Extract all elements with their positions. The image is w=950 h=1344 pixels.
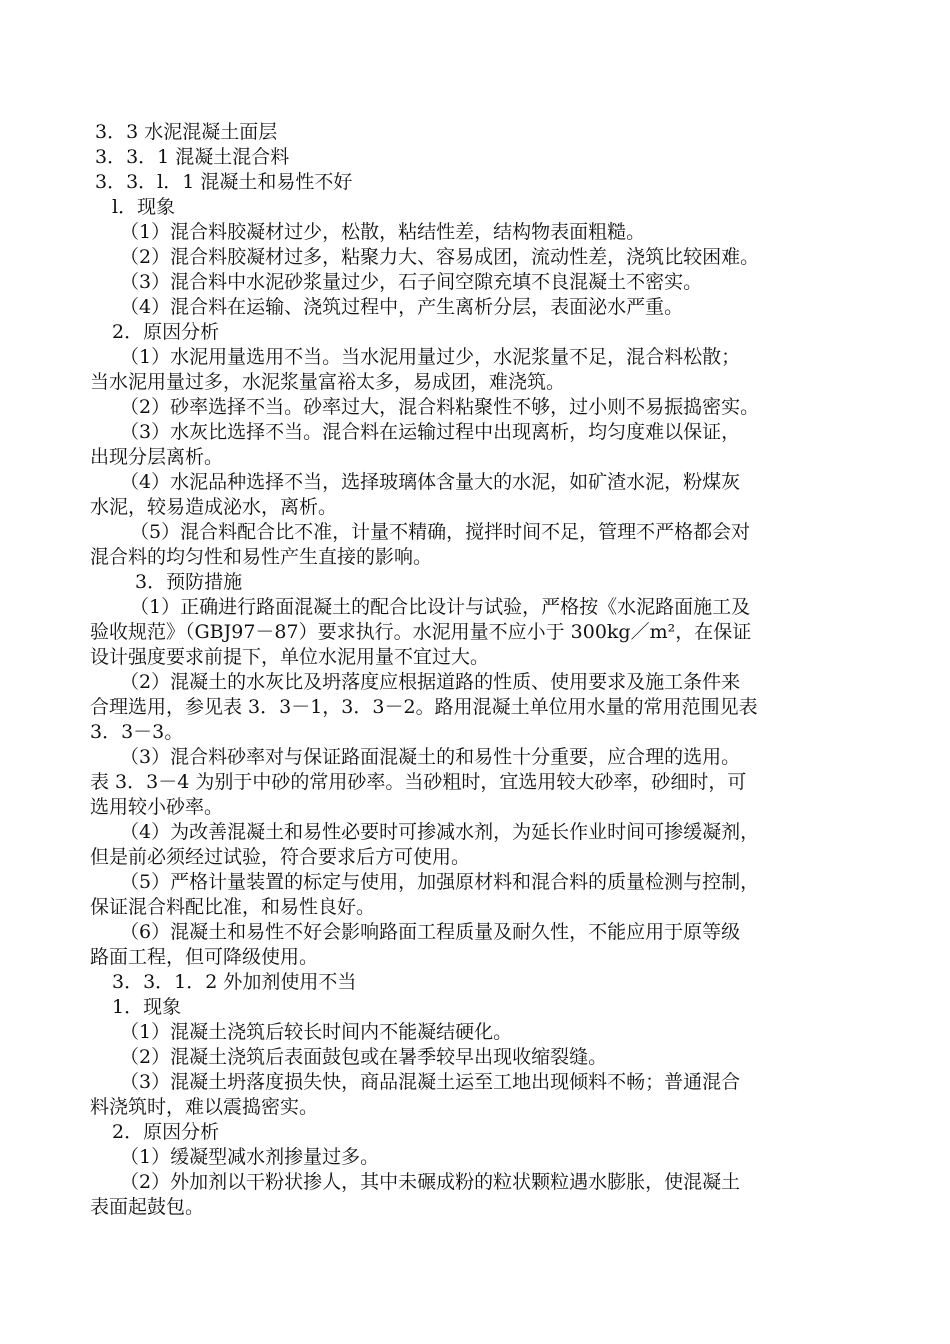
text-line: 2．原因分析	[112, 321, 220, 343]
text-line: l．现象	[112, 196, 176, 218]
text-line: （3）水灰比选择不当。混合料在运输过程中出现离析，均匀度难以保证，	[120, 421, 741, 443]
text-line: （3）混合料砂率对与保证路面混凝土的和易性十分重要，应合理的选用。	[120, 746, 741, 768]
text-line: （6）混凝土和易性不好会影响路面工程质量及耐久性，不能应用于原等级	[120, 921, 741, 943]
text-line: （2）混凝土浇筑后表面鼓包或在暑季较早出现收缩裂缝。	[120, 1046, 608, 1068]
text-line: 水泥，较易造成泌水，离析。	[90, 496, 338, 518]
text-line: 但是前必须经过试验，符合要求后方可使用。	[90, 846, 471, 868]
text-line: （4）为改善混凝土和易性必要时可掺减水剂，为延长作业时间可掺缓凝剂，	[120, 821, 760, 843]
text-line: 1．现象	[112, 996, 182, 1018]
text-line: 3．3．1．2 外加剂使用不当	[112, 971, 357, 993]
text-line: （1）水泥用量选用不当。当水泥用量过少，水泥浆量不足，混合料松散；	[120, 346, 741, 368]
text-line: （2）外加剂以干粉状掺人，其中未碾成粉的粒状颗粒遇水膨胀，使混凝土	[120, 1171, 741, 1193]
document-body	[90, 120, 860, 1220]
text-line: （3）混凝土坍落度损失快，商品混凝土运至工地出现倾料不畅；普通混合	[120, 1071, 741, 1093]
text-line: （1）正确进行路面混凝土的配合比设计与试验，严格按《水泥路面施工及	[130, 596, 751, 618]
text-line: （4）混合料在运输、浇筑过程中，产生离析分层，表面泌水严重。	[120, 296, 684, 318]
text-line: 3．3．1 混凝土混合料	[95, 146, 290, 168]
text-line: 混合料的均匀性和易性产生直接的影响。	[90, 546, 433, 568]
text-line: 出现分层离析。	[90, 446, 224, 468]
text-line: 2．原因分析	[112, 1121, 220, 1143]
text-line: （2）混合料胶凝材过多，粘聚力大、容易成团，流动性差，浇筑比较困难。	[120, 246, 760, 268]
text-line: （1）缓凝型减水剂掺量过多。	[120, 1146, 380, 1168]
text-line: 选用较小砂率。	[90, 796, 224, 818]
text-line: 3．3．l．1 混凝土和易性不好	[95, 171, 353, 193]
text-line: 3．预防措施	[135, 571, 243, 593]
text-line: 3．3－3。	[90, 721, 184, 743]
text-line: （2）混凝土的水灰比及坍落度应根据道路的性质、使用要求及施工条件来	[120, 671, 741, 693]
text-line: 合理选用，参见表 3．3－1，3．3－2。路用混凝土单位用水量的常用范围见表	[90, 696, 758, 718]
text-line: （4）水泥品种选择不当，选择玻璃体含量大的水泥，如矿渣水泥，粉煤灰	[120, 471, 741, 493]
text-line: （1）混合料胶凝材过少，松散，粘结性差，结构物表面粗糙。	[120, 221, 646, 243]
text-line: （5）混合料配合比不准，计量不精确，搅拌时间不足，管理不严格都会对	[130, 521, 751, 543]
text-line: 验收规范》（GBJ97－87）要求执行。水泥用量不应小于 300kg／m²，在保证	[90, 621, 752, 643]
text-line: 当水泥用量过多，水泥浆量富裕太多，易成团，难浇筑。	[90, 371, 566, 393]
text-line: 3．3 水泥混凝土面层	[95, 121, 278, 143]
text-line: 保证混合料配比准，和易性良好。	[90, 896, 376, 918]
text-line: 路面工程，但可降级使用。	[90, 946, 319, 968]
text-line: （5）严格计量装置的标定与使用，加强原材料和混合料的质量检测与控制，	[120, 871, 760, 893]
text-line: 表 3．3－4 为别于中砂的常用砂率。当砂粗时，宜选用较大砂率，砂细时，可	[90, 771, 747, 793]
text-line: （1）混凝土浇筑后较长时间内不能凝结硬化。	[120, 1021, 513, 1043]
text-line: （3）混合料中水泥砂浆量过少，石子间空隙充填不良混凝土不密实。	[120, 271, 703, 293]
text-line: 设计强度要求前提下，单位水泥用量不宜过大。	[90, 646, 490, 668]
text-line: （2）砂率选择不当。砂率过大，混合料粘聚性不够，过小则不易振捣密实。	[120, 396, 760, 418]
text-line: 表面起鼓包。	[90, 1196, 205, 1218]
text-line: 料浇筑时，难以震捣密实。	[90, 1096, 319, 1118]
